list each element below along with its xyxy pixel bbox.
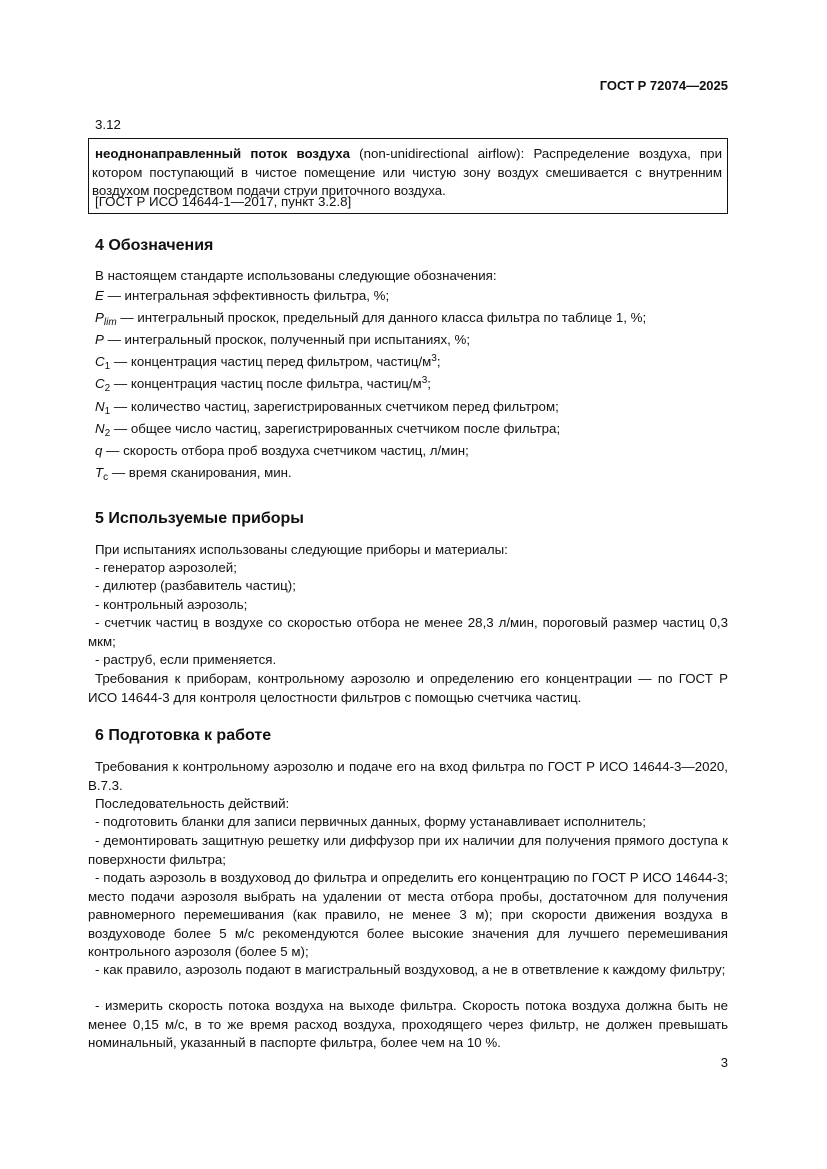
- symbol-item: E — интегральная эффективность фильтра, %;: [95, 288, 390, 303]
- symbol-item: $T_c$ — время сканирования, мин.: [95, 465, 292, 483]
- term-number: 3.12: [95, 117, 121, 132]
- list-item: - как правило, аэрозоль подают в магистральный воздуховод, а не в ответвление к каждому фильтру;: [95, 962, 726, 977]
- list-item: - контрольный аэрозоль;: [95, 597, 248, 612]
- term-reference: [ГОСТ Р ИСО 14644-1—2017, пункт 3.2.8]: [95, 194, 352, 209]
- section-4-title: 4 Обозначения: [95, 237, 214, 254]
- standard-header: ГОСТ Р 72074—2025: [599, 78, 728, 93]
- page-number: 3: [720, 1055, 728, 1070]
- term-name: неоднонаправленный поток воздуха: [95, 146, 350, 161]
- term-definition-block: [92, 145, 722, 201]
- section-5-title: 5 Используемые приборы: [95, 510, 304, 527]
- list-item: - раструб, если применяется.: [95, 652, 277, 667]
- symbol-item: P — интегральный проскок, полученный при испытаниях, %;: [95, 332, 471, 347]
- list-item: - дилютер (разбавитель частиц);: [95, 578, 296, 593]
- list-item: - подать аэрозоль в воздуховод до фильтра и определить его концентрацию по ГОСТ Р ИСО 14644-3; место подачи аэрозоля выбрать на удалении от места отбора пробы, достаточном для получения равномерного перемешивания (как правило, не менее 3 м); при скорости движения воздуха в воздуховоде более 5 м/с рекомендуются более высокие значения для лучшего перемешивания контрольного аэрозоля (более 5 м);: [88, 870, 728, 960]
- symbol-item: $C_2$ — концентрация частиц после фильтра, частиц/$м^3$;: [95, 375, 431, 394]
- symbol-item: $N_2$ — общее число частиц, зарегистрированных счетчиком после фильтра;: [95, 421, 561, 439]
- symbol-item: $C_1$ — концентрация частиц перед фильтром, частиц/$м^3$;: [95, 353, 441, 372]
- term-definition: Распределение воздуха, при котором поступающий в чистое помещение или чистую зону воздух смешивается с внутренним воздухом посредством подачи струи приточного воздуха.: [92, 146, 722, 199]
- list-item: - демонтировать защитную решетку или диффузор при их наличии для получения прямого доступа к поверхности фильтра;: [88, 833, 728, 867]
- list-item-counter: - счетчик частиц в воздухе со скоростью отбора не менее 28,3 л/мин, пороговый размер частиц 0,3 мкм;: [88, 615, 728, 649]
- sequence-label: Последовательность действий:: [95, 796, 290, 811]
- list-item: - измерить скорость потока воздуха на выходе фильтра. Скорость потока воздуха должна быть не менее 0,15 м/с, в то же время расход воздуха, проходящего через фильтр, не должен превышать номинальный, указанный в паспорте фильтра, более чем на 10 %.: [88, 998, 728, 1051]
- symbol-item: $P_{lim}$ — интегральный проскок, предельный для данного класса фильтра по таблице 1, %;: [95, 310, 647, 328]
- list-item: - подготовить бланки для записи первичных данных, форму устанавливает исполнитель;: [95, 814, 646, 829]
- section-4-intro: В настоящем стандарте использованы следующие обозначения:: [95, 268, 497, 283]
- symbol-item: q — скорость отбора проб воздуха счетчиком частиц, л/мин;: [95, 443, 469, 458]
- section-6-intro: Требования к контрольному аэрозолю и подаче его на вход фильтра по ГОСТ Р ИСО 14644-3—2020, В.7.3.: [88, 759, 728, 793]
- term-english: (non-unidirectional airflow):: [350, 146, 534, 161]
- symbol-item: $N_1$ — количество частиц, зарегистрированных счетчиком перед фильтром;: [95, 399, 559, 417]
- section-6-title: 6 Подготовка к работе: [95, 727, 272, 744]
- list-item: - генератор аэрозолей;: [95, 560, 237, 575]
- section-5-intro: При испытаниях использованы следующие приборы и материалы:: [95, 542, 508, 557]
- section-5-requirements: Требования к приборам, контрольному аэрозолю и определению его концентрации — по ГОСТ Р ИСО 14644-3 для контроля целостности фильтров с помощью счетчика частиц.: [88, 671, 728, 705]
